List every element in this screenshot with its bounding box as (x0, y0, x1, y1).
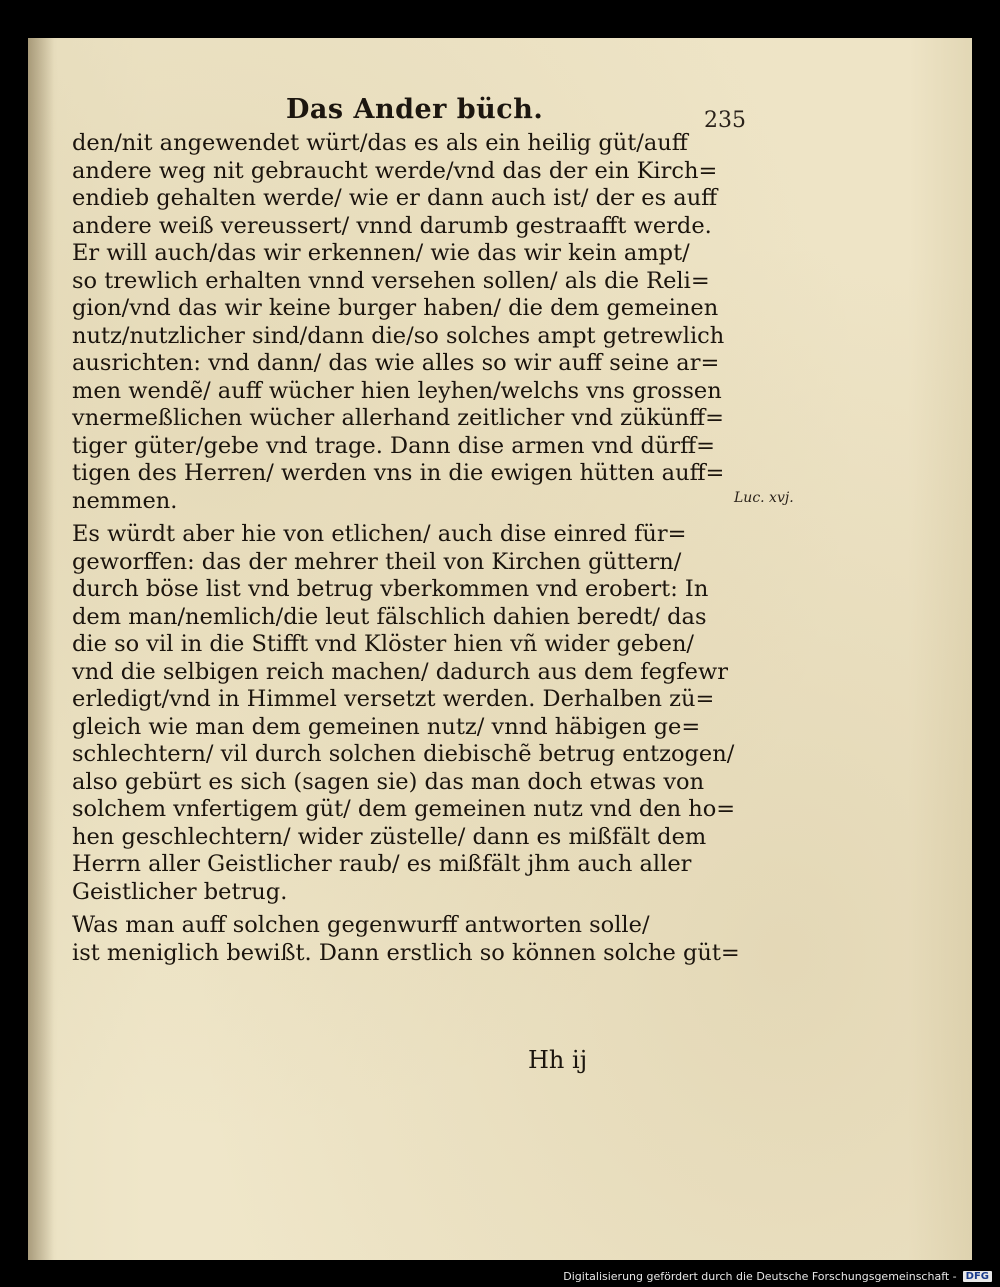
signature-mark: Hh ij (528, 1046, 588, 1074)
text-line: andere weg nit gebraucht werde/vnd das der ein Kirch= (72, 157, 718, 184)
text-line: ausrichten: vnd dann/ das wie alles so wir auff seine ar= (72, 350, 720, 376)
text-line: den/nit angewendet würt/das es als ein heilig güt/auff (72, 130, 688, 156)
digitization-credit (563, 1270, 992, 1283)
text-line: vnermeßlichen wücher allerhand zeitlicher vnd zükünff= (72, 405, 724, 431)
text-line: nutz/nutzlicher sind/dann die/so solches ampt getrewlich (72, 322, 725, 349)
text-line: men wendẽ/ auff wücher hien leyhen/welchs vns grossen (72, 377, 722, 404)
text-line: so trewlich erhalten vnnd versehen sollen/ als die Reli= (72, 267, 710, 294)
dfg-logo: DFG (963, 1271, 992, 1282)
text-line: tiger güter/gebe vnd trage. Dann dise armen vnd dürff= (72, 432, 715, 459)
body-text (72, 130, 742, 967)
gutter-shadow (28, 38, 54, 1260)
text-line: Was man auff solchen gegenwurff antworten solle/ (72, 912, 650, 938)
book-page (28, 38, 972, 1260)
text-line: nemmen. (72, 487, 178, 514)
text-line: also gebürt es sich (sagen sie) das man doch etwas von (72, 768, 705, 795)
text-line: Geistlicher betrug. (72, 878, 288, 905)
text-line: durch böse list vnd betrug vberkommen vnd erobert: In (72, 576, 709, 602)
text-line: dem man/nemlich/die leut fälschlich dahien beredt/ das (72, 603, 707, 630)
text-line: geworffen: das der mehrer theil von Kirchen güttern/ (72, 548, 682, 575)
text-line: Er will auch/das wir erkennen/ wie das wir kein ampt/ (72, 240, 690, 266)
text-line: gleich wie man dem gemeinen nutz/ vnnd häbigen ge= (72, 713, 701, 740)
text-line: andere weiß vereussert/ vnnd darumb gestraafft werde. (72, 212, 712, 239)
text-line: gion/vnd das wir keine burger haben/ die dem gemeinen (72, 295, 719, 321)
text-line: tigen des Herren/ werden vns in die ewigen hütten auff= (72, 460, 725, 486)
marginal-note: Luc. xvj. (734, 490, 794, 506)
text-line: die so vil in die Stifft vnd Klöster hien vñ wider geben/ (72, 631, 695, 657)
credit-text: Digitalisierung gefördert durch die Deutsche Forschungsgemeinschaft - (563, 1270, 957, 1283)
text-line: solchem vnfertigem güt/ dem gemeinen nutz vnd den ho= (72, 796, 736, 822)
text-line: schlechtern/ vil durch solchen diebischẽ betrug entzogen/ (72, 741, 735, 767)
text-line: vnd die selbigen reich machen/ dadurch aus dem fegfewr (72, 658, 728, 685)
text-line: endieb gehalten werde/ wie er dann auch ist/ der es auff (72, 185, 718, 211)
text-line: erledigt/vnd in Himmel versetzt werden. Derhalben zü= (72, 686, 715, 712)
folio-number: 235 (704, 108, 746, 133)
text-line: Es würdt aber hie von etlichen/ auch dise einred für= (72, 521, 687, 547)
text-line: hen geschlechtern/ wider züstelle/ dann es mißfält dem (72, 823, 707, 850)
text-line: ist meniglich bewißt. Dann erstlich so können solche güt= (72, 939, 740, 966)
text-line: Herrn aller Geistlicher raub/ es mißfält jhm auch aller (72, 851, 692, 877)
running-head: Das Ander büch. (286, 94, 544, 125)
